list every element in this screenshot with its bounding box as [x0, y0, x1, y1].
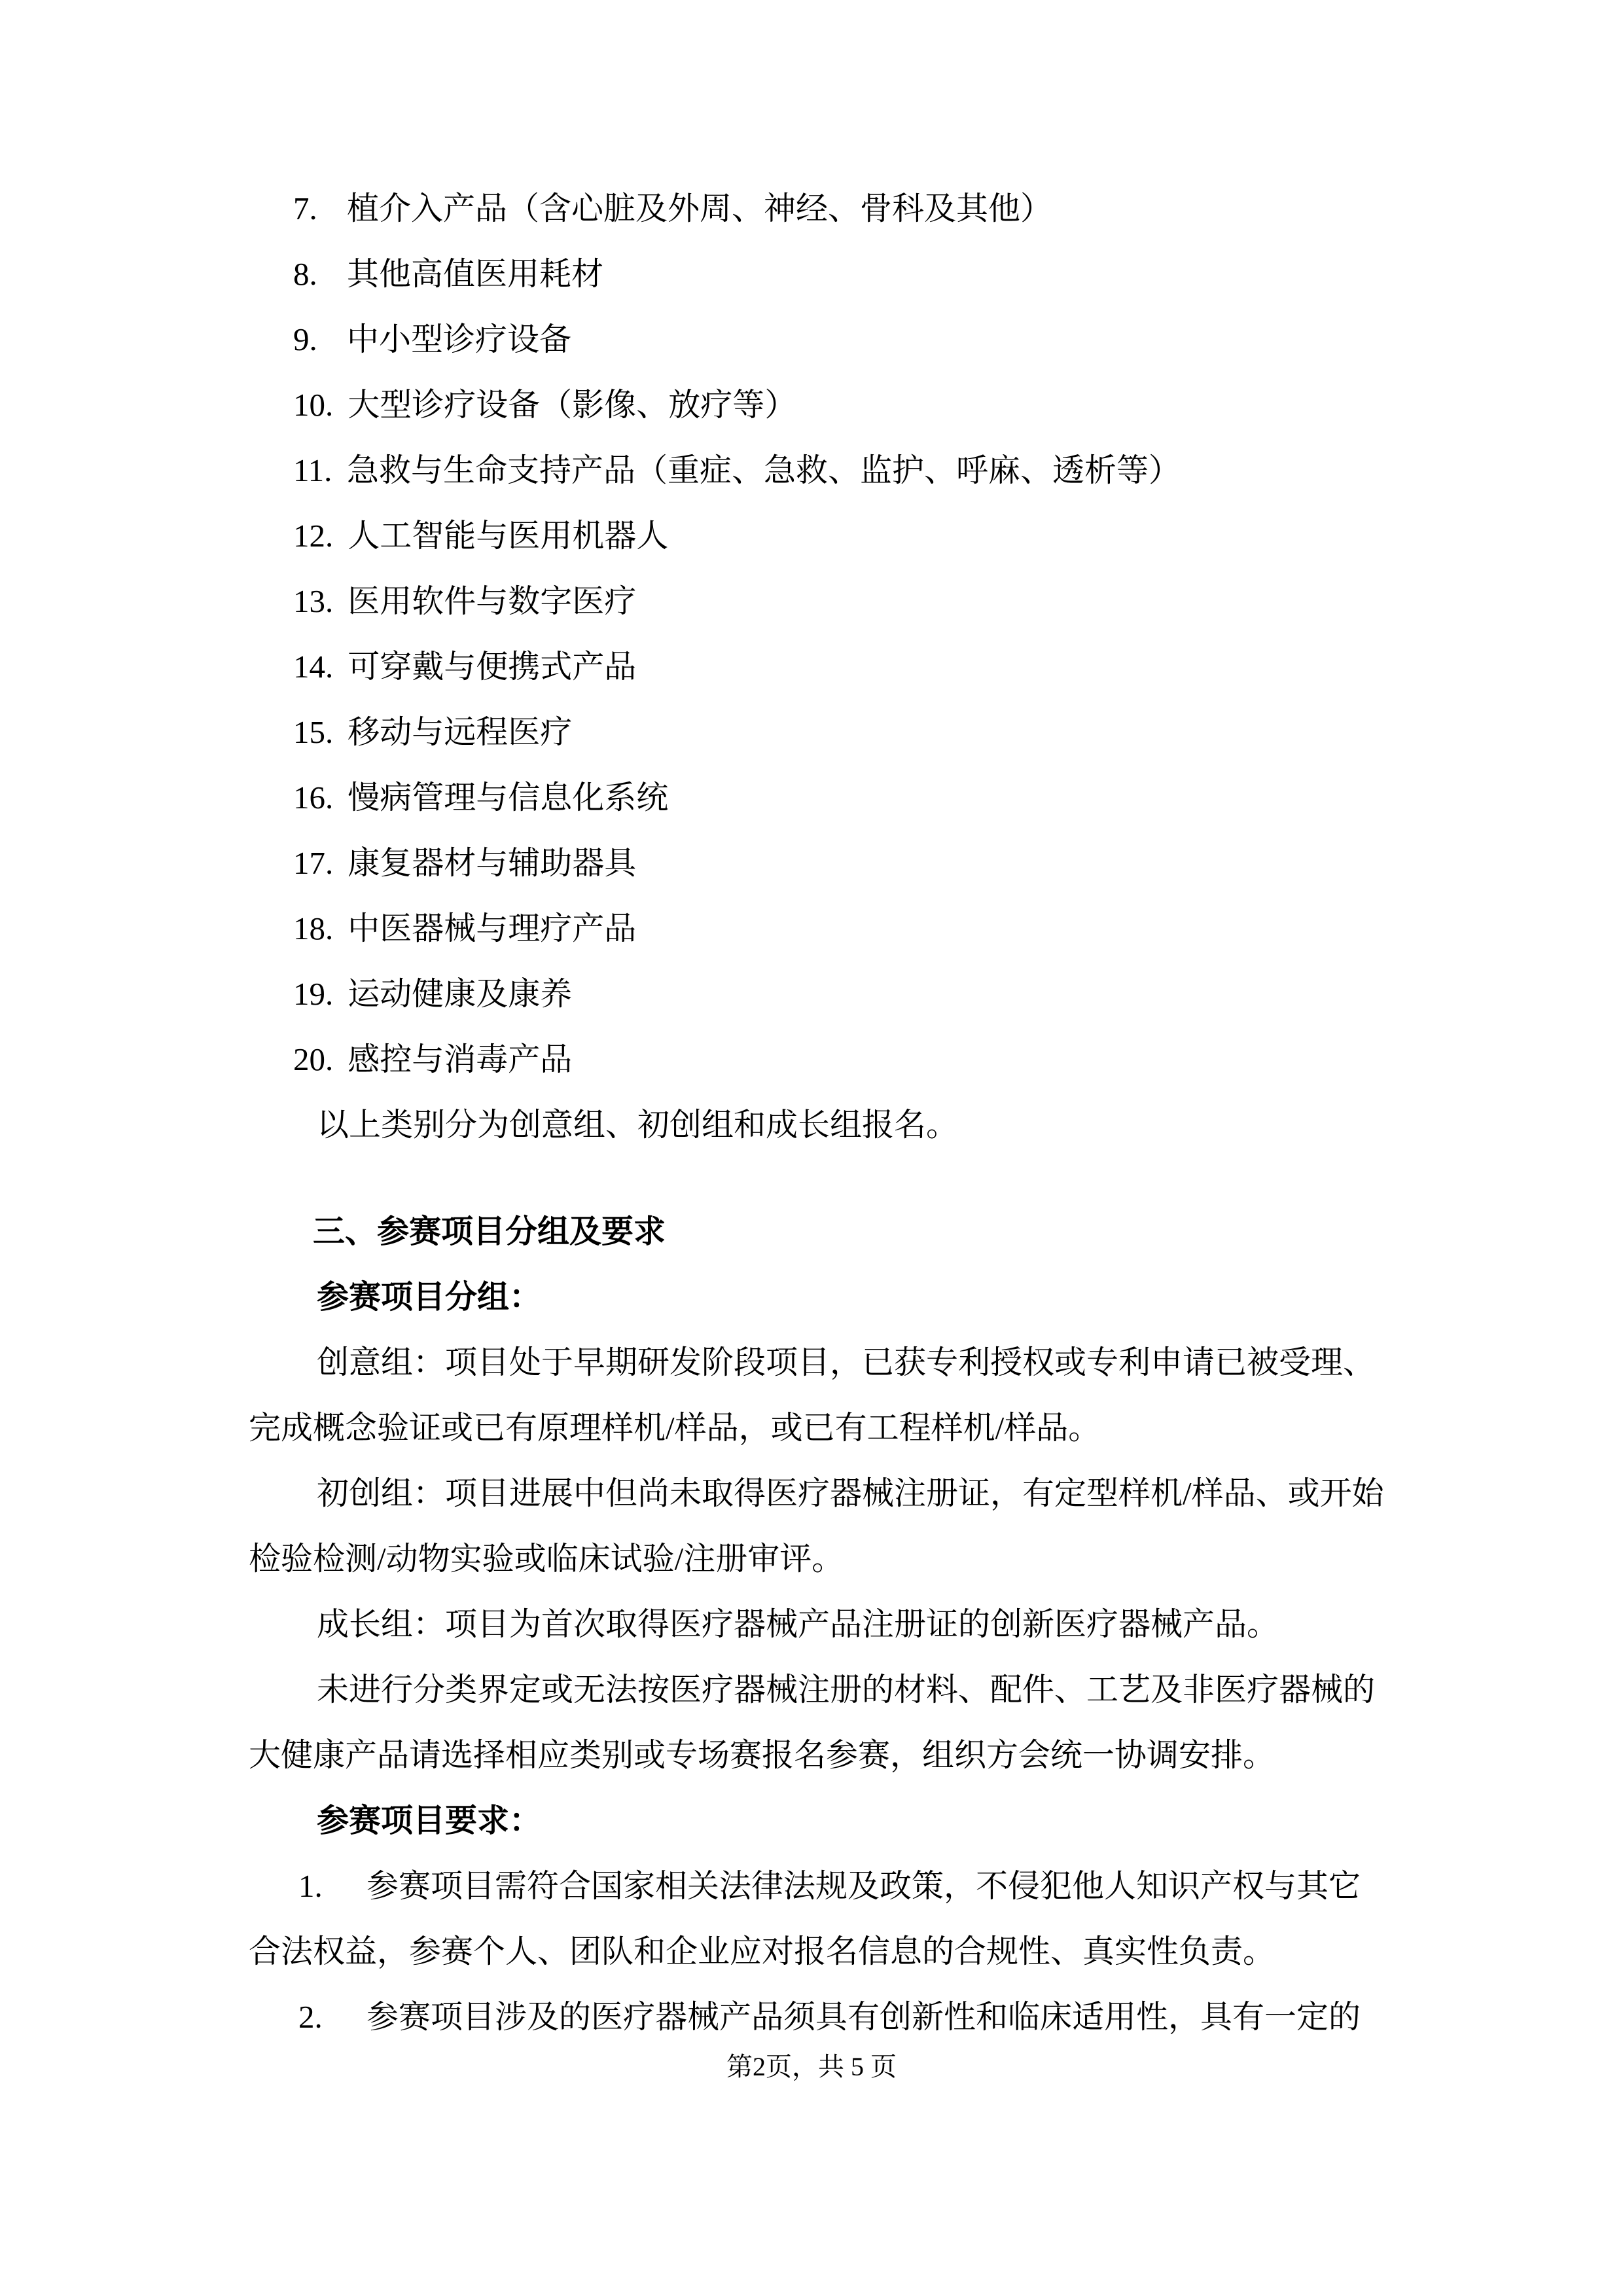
category-item-9 [249, 307, 1374, 372]
category-item-15 [249, 700, 1374, 765]
item-text: 急救与生命支持产品（重症、急救、监护、呼麻、透析等） [347, 452, 1181, 488]
item-number: 16. [293, 780, 334, 816]
paragraph-growth-line: 成长组：项目为首次取得医疗器械产品注册证的创新医疗器械产品。 [317, 1606, 1279, 1642]
page-footer: 第2页，共 5 页 [726, 2052, 897, 2081]
item-text: 植介入产品（含心脏及外周、神经、骨科及其他） [347, 190, 1053, 226]
paragraph-startup-line1: 初创组：项目进展中但尚未取得医疗器械注册证，有定型样机/样品、或开始 [317, 1475, 1384, 1511]
item-text: 中医器械与理疗产品 [348, 910, 637, 946]
requirement-item-1-cont: 合法权益，参赛个人、团队和企业应对报名信息的合规性、真实性负责。 [249, 1933, 1275, 1969]
item-number: 15. [293, 714, 334, 750]
paragraph-startup-line2: 检验检测/动物实验或临床试验/注册审评。 [249, 1541, 844, 1577]
requirements-heading: 参赛项目要求： [317, 1803, 542, 1839]
item-number: 19. [293, 976, 334, 1012]
item-number: 2. [298, 1999, 323, 2035]
item-number: 11. [293, 452, 332, 488]
paragraph-other-line2: 大健康产品请选择相应类别或专场赛报名参赛，组织方会统一协调安排。 [249, 1737, 1275, 1773]
category-item-19 [249, 961, 1374, 1027]
item-number: 9. [293, 321, 317, 357]
grouping-heading: 参赛项目分组： [317, 1279, 542, 1315]
item-text: 其他高值医用耗材 [347, 256, 604, 292]
category-item-13 [249, 569, 1374, 634]
category-item-16 [249, 765, 1374, 831]
document-body [249, 176, 1384, 2050]
item-text: 康复器材与辅助器具 [348, 845, 637, 881]
item-text: 运动健康及康养 [348, 976, 573, 1012]
item-number: 13. [293, 583, 334, 619]
item-text: 人工智能与医用机器人 [348, 518, 669, 554]
item-number: 12. [293, 518, 334, 554]
category-item-14 [249, 634, 1374, 700]
category-item-11 [249, 438, 1374, 503]
category-item-8 [249, 242, 1374, 307]
item-number: 10. [293, 387, 334, 423]
item-text: 中小型诊疗设备 [347, 321, 572, 357]
requirement-item-1 [249, 1854, 1374, 1919]
item-number: 1. [298, 1868, 323, 1904]
item-text: 可穿戴与便携式产品 [348, 649, 637, 685]
category-item-10 [249, 372, 1374, 438]
item-text: 大型诊疗设备（影像、放疗等） [348, 387, 797, 423]
requirement-item-2 [249, 1984, 1374, 2050]
section-heading: 三、参赛项目分组及要求 [313, 1213, 666, 1249]
item-number: 14. [293, 649, 334, 685]
category-item-7 [249, 176, 1374, 242]
item-number: 17. [293, 845, 334, 881]
category-item-20 [249, 1027, 1374, 1092]
item-text: 参赛项目涉及的医疗器械产品须具有创新性和临床适用性，具有一定的 [366, 1999, 1361, 2035]
item-text: 感控与消毒产品 [348, 1041, 573, 1077]
category-item-12 [249, 503, 1374, 569]
paragraph-creative-line1: 创意组：项目处于早期研发阶段项目，已获专利授权或专利申请已被受理、 [317, 1344, 1376, 1380]
item-text: 慢病管理与信息化系统 [348, 780, 669, 816]
item-text: 移动与远程医疗 [348, 714, 573, 750]
category-item-18 [249, 896, 1374, 961]
paragraph-creative-line2: 完成概念验证或已有原理样机/样品，或已有工程样机/样品。 [249, 1410, 1101, 1446]
item-number: 8. [293, 256, 317, 292]
paragraph-other-line1: 未进行分类界定或无法按医疗器械注册的材料、配件、工艺及非医疗器械的 [317, 1672, 1376, 1708]
item-text: 医用软件与数字医疗 [348, 583, 637, 619]
category-item-17 [249, 831, 1374, 896]
item-number: 20. [293, 1041, 334, 1077]
item-number: 18. [293, 910, 334, 946]
item-number: 7. [293, 190, 317, 226]
closing-note: 以上类别分为创意组、初创组和成长组报名。 [317, 1107, 959, 1143]
item-text: 参赛项目需符合国家相关法律法规及政策，不侵犯他人知识产权与其它 [366, 1868, 1361, 1904]
